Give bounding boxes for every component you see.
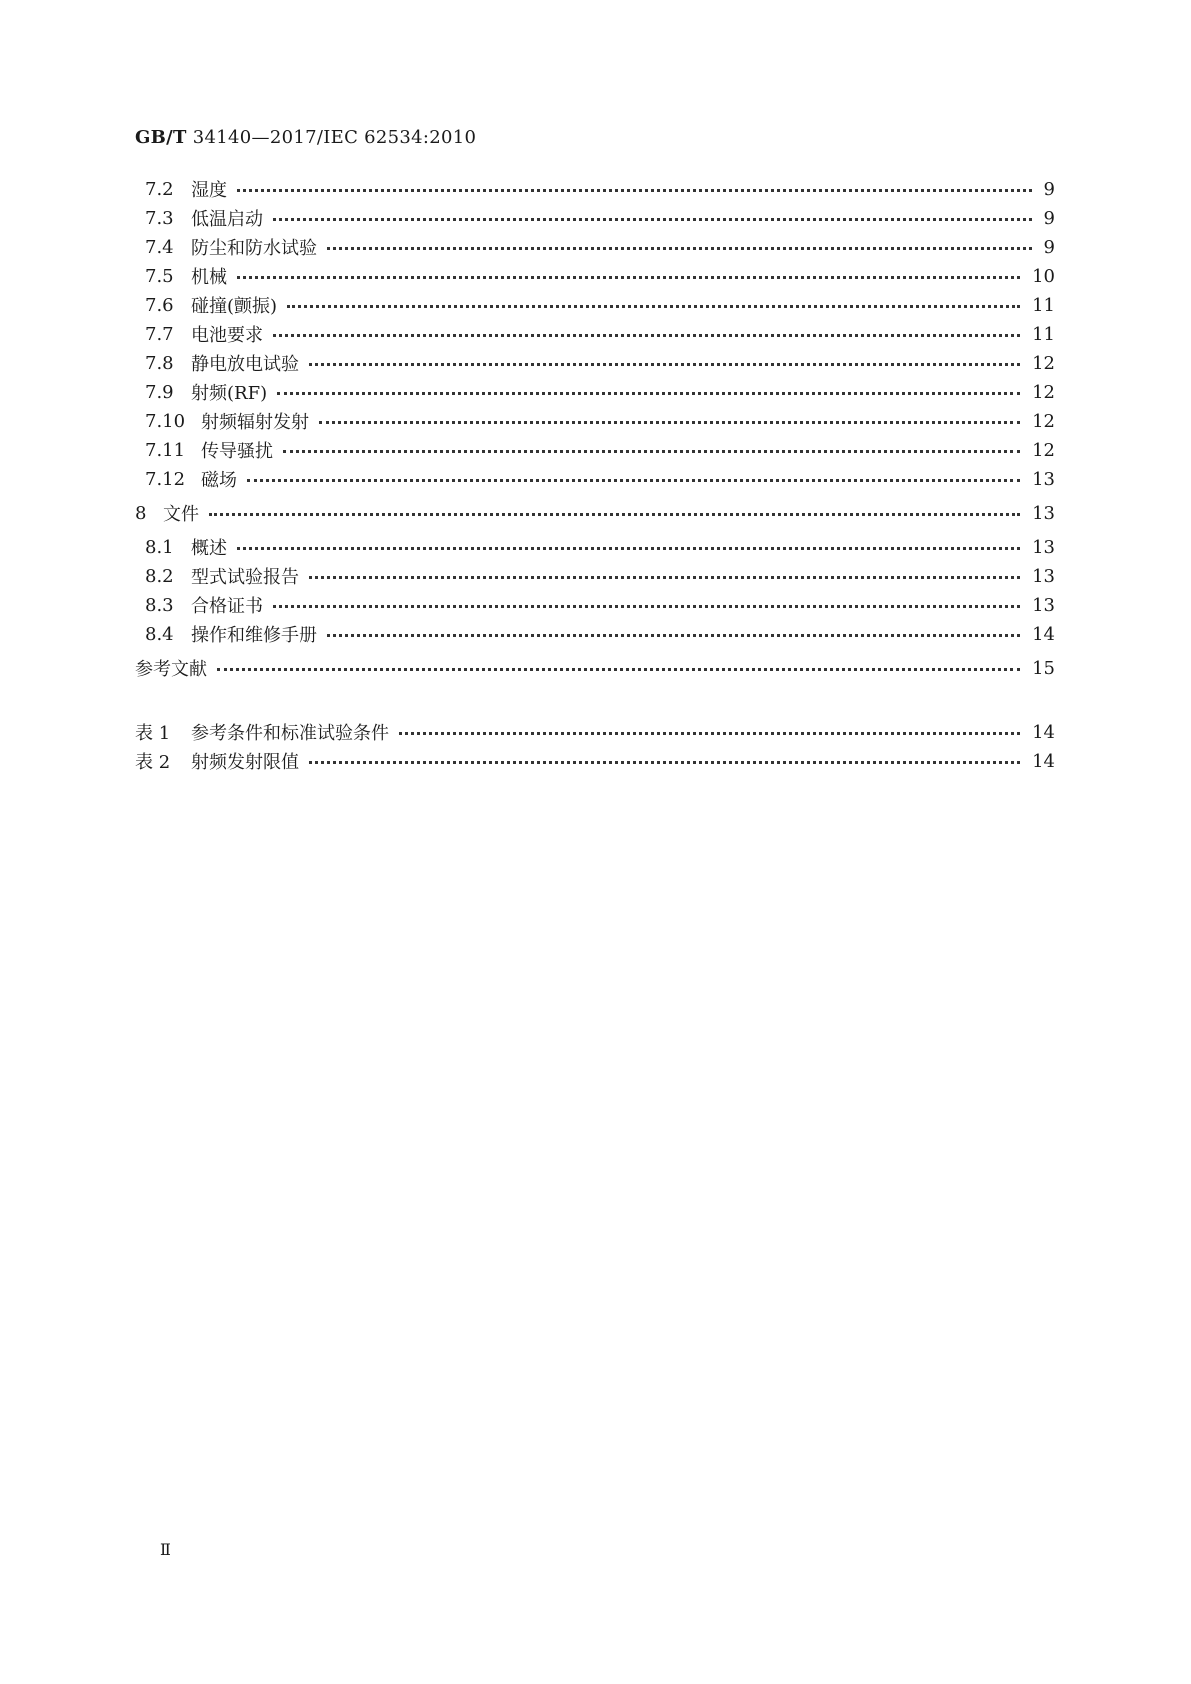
toc-entry-references[interactable] bbox=[135, 655, 1055, 681]
toc-title: 操作和维修手册 bbox=[191, 625, 317, 646]
toc-leader-dots bbox=[309, 751, 1020, 764]
toc-leader-dots bbox=[247, 469, 1020, 482]
toc-title: 文件 bbox=[163, 504, 199, 525]
toc-page-number: 9 bbox=[1043, 207, 1055, 229]
toc-number: 7.4 bbox=[145, 236, 174, 258]
toc-number: 7.5 bbox=[145, 265, 174, 287]
toc-number: 7.6 bbox=[145, 294, 174, 316]
toc-title: 湿度 bbox=[191, 180, 227, 201]
toc-leader-dots bbox=[237, 537, 1020, 550]
toc-leader-dots bbox=[287, 295, 1020, 308]
toc-entry-table-2[interactable] bbox=[135, 748, 1055, 774]
toc-page-number: 14 bbox=[1032, 750, 1055, 772]
toc-leader-dots bbox=[273, 324, 1020, 337]
toc-entry-7-10[interactable] bbox=[135, 408, 1055, 434]
toc-page-number: 13 bbox=[1032, 468, 1055, 490]
toc-entry-7-5[interactable] bbox=[135, 263, 1055, 289]
toc-number: 8.4 bbox=[145, 623, 174, 645]
toc-leader-dots bbox=[327, 237, 1032, 250]
toc-number: 7.8 bbox=[145, 352, 174, 374]
toc-page-number: 11 bbox=[1032, 294, 1055, 316]
toc-number: 表 1 bbox=[135, 723, 171, 744]
toc-leader-dots bbox=[277, 382, 1020, 395]
toc-title: 概述 bbox=[191, 538, 227, 559]
toc-title: 低温启动 bbox=[191, 209, 263, 230]
page-footer-number: Ⅱ bbox=[160, 1540, 171, 1559]
toc-number: 8 bbox=[135, 502, 147, 524]
document-header bbox=[135, 127, 476, 148]
toc-title: 磁场 bbox=[201, 470, 237, 491]
toc-entry-7-7[interactable] bbox=[135, 321, 1055, 347]
toc-number: 7.11 bbox=[145, 439, 186, 461]
toc-leader-dots bbox=[237, 179, 1032, 192]
toc-number: 7.2 bbox=[145, 178, 174, 200]
toc-leader-dots bbox=[237, 266, 1020, 279]
toc-title: 参考文献 bbox=[135, 659, 207, 680]
toc-number: 8.3 bbox=[145, 594, 174, 616]
toc-number: 8.1 bbox=[145, 536, 174, 558]
toc-entry-8-1[interactable] bbox=[135, 534, 1055, 560]
toc-title: 合格证书 bbox=[191, 596, 263, 617]
toc-entry-8-2[interactable] bbox=[135, 563, 1055, 589]
toc-page-number: 13 bbox=[1032, 502, 1055, 524]
toc-page-number: 12 bbox=[1032, 439, 1055, 461]
toc-page-number: 13 bbox=[1032, 594, 1055, 616]
toc-page-number: 11 bbox=[1032, 323, 1055, 345]
toc-entry-7-6[interactable] bbox=[135, 292, 1055, 318]
toc-entry-table-1[interactable] bbox=[135, 719, 1055, 745]
toc-title: 射频发射限值 bbox=[191, 752, 299, 773]
toc-page-number: 9 bbox=[1043, 236, 1055, 258]
toc-entry-7-12[interactable] bbox=[135, 466, 1055, 492]
toc-title: 防尘和防水试验 bbox=[191, 238, 317, 259]
toc-entry-7-8[interactable] bbox=[135, 350, 1055, 376]
toc-page-number: 10 bbox=[1032, 265, 1055, 287]
toc-leader-dots bbox=[319, 411, 1020, 424]
toc-title: 碰撞(颤振) bbox=[191, 296, 278, 317]
toc-number: 7.10 bbox=[145, 410, 186, 432]
toc-leader-dots bbox=[327, 624, 1020, 637]
toc-page-number: 12 bbox=[1032, 410, 1055, 432]
toc-number: 7.12 bbox=[145, 468, 186, 490]
toc-entry-8-3[interactable] bbox=[135, 592, 1055, 618]
toc-title: 射频(RF) bbox=[191, 383, 268, 404]
toc-number: 7.7 bbox=[145, 323, 174, 345]
standard-code-prefix: GB/T bbox=[135, 127, 187, 148]
standard-code-number: 34140—2017/IEC 62534:2010 bbox=[186, 127, 477, 148]
toc-title: 电池要求 bbox=[191, 325, 263, 346]
toc-number: 7.3 bbox=[145, 207, 174, 229]
toc-page-number: 12 bbox=[1032, 381, 1055, 403]
toc-leader-dots bbox=[309, 566, 1020, 579]
toc-page-number: 15 bbox=[1032, 657, 1055, 679]
toc-leader-dots bbox=[273, 595, 1020, 608]
toc-number: 表 2 bbox=[135, 752, 171, 773]
toc-page-number: 9 bbox=[1043, 178, 1055, 200]
toc-number: 8.2 bbox=[145, 565, 174, 587]
toc-title: 参考条件和标准试验条件 bbox=[191, 723, 389, 744]
toc-leader-dots bbox=[309, 353, 1020, 366]
toc-entry-7-11[interactable] bbox=[135, 437, 1055, 463]
toc-title: 静电放电试验 bbox=[191, 354, 299, 375]
toc-leader-dots bbox=[209, 503, 1020, 516]
toc-leader-dots bbox=[399, 722, 1020, 735]
toc-number: 7.9 bbox=[145, 381, 174, 403]
toc-entry-7-9[interactable] bbox=[135, 379, 1055, 405]
toc-entry-7-2[interactable] bbox=[135, 176, 1055, 202]
toc-page-number: 13 bbox=[1032, 565, 1055, 587]
toc-page-number: 14 bbox=[1032, 721, 1055, 743]
toc-page-number: 13 bbox=[1032, 536, 1055, 558]
toc-entry-8-4[interactable] bbox=[135, 621, 1055, 647]
toc-title: 传导骚扰 bbox=[201, 441, 273, 462]
toc-title: 机械 bbox=[191, 267, 227, 288]
toc-page-number: 14 bbox=[1032, 623, 1055, 645]
toc-leader-dots bbox=[217, 658, 1020, 671]
toc-title: 射频辐射发射 bbox=[201, 412, 309, 433]
toc-entry-7-4[interactable] bbox=[135, 234, 1055, 260]
toc-title: 型式试验报告 bbox=[191, 567, 299, 588]
toc-entry-8[interactable] bbox=[135, 500, 1055, 526]
toc-page-number: 12 bbox=[1032, 352, 1055, 374]
toc-leader-dots bbox=[273, 208, 1032, 221]
toc-leader-dots bbox=[283, 440, 1020, 453]
toc-entry-7-3[interactable] bbox=[135, 205, 1055, 231]
